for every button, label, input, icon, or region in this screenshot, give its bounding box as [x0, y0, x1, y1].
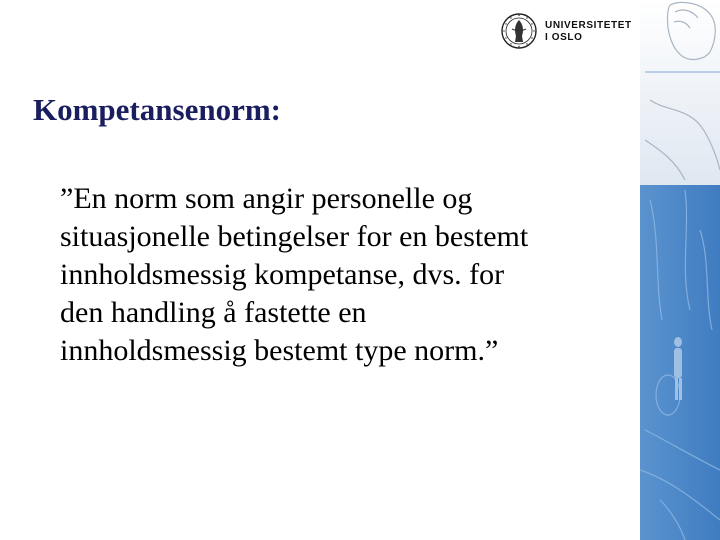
body-line: situasjonelle betingelser for en bestemt: [60, 220, 529, 253]
logo-text: [545, 20, 632, 44]
slide-title: Kompetansenorm:: [33, 92, 281, 127]
body-line: innholdsmessig bestemt type norm.”: [60, 334, 499, 367]
body-line: innholdsmessig kompetanse, dvs. for: [60, 258, 505, 291]
logo-line-1: UNIVERSITETET: [545, 20, 632, 31]
decorative-sidebar: [640, 0, 720, 540]
logo-line-2: I OSLO: [545, 32, 583, 43]
definition-quote: [60, 180, 630, 370]
body-line: den handling å fastette en: [60, 296, 367, 329]
body-line: ”En norm som angir personelle og: [60, 182, 473, 215]
university-seal-icon: [500, 12, 538, 50]
university-logo: [500, 12, 640, 52]
